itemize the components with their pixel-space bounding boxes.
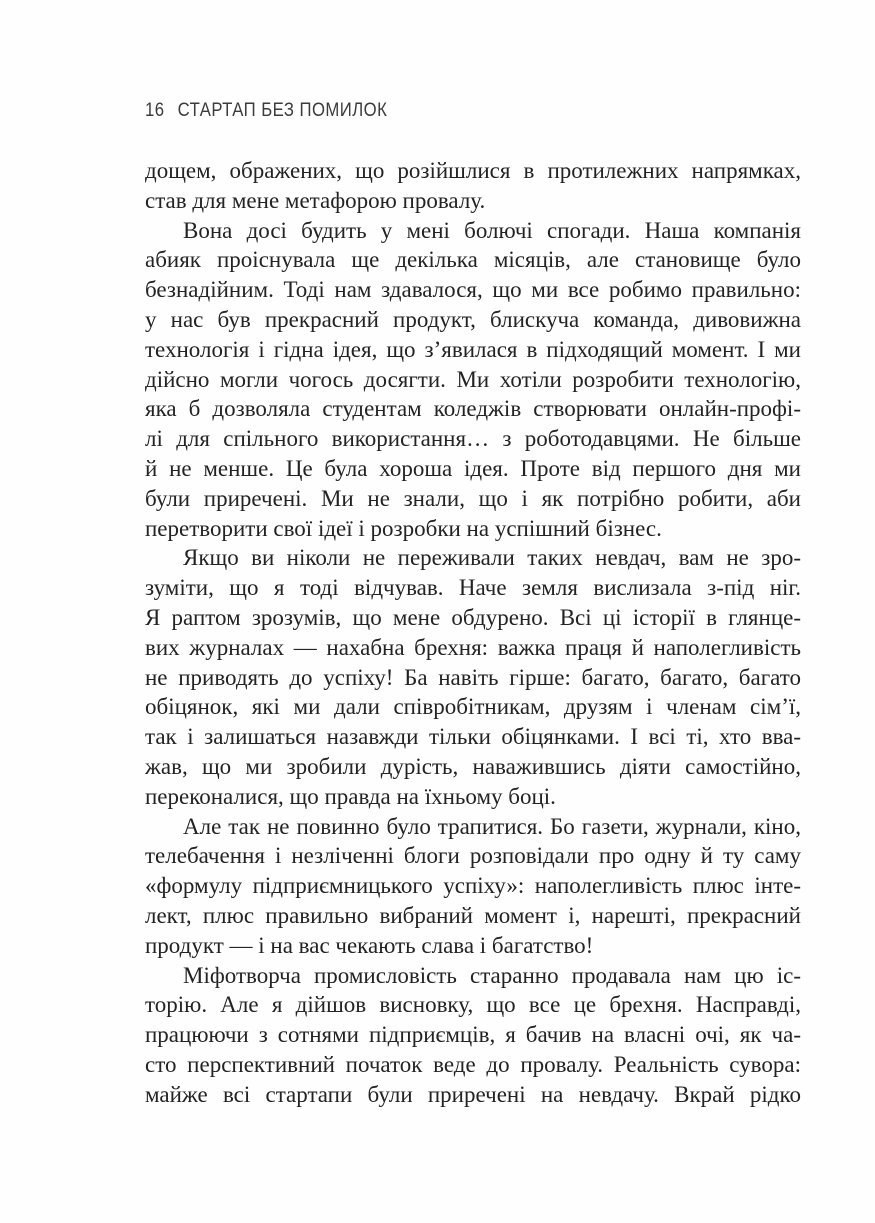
text-line: лект, плюс правильно вибраний момент і, нарешті, прекрасний <box>145 902 801 928</box>
text-line: переконалися, що правда на їхньому боці. <box>145 783 556 809</box>
text-line: були приречені. Ми не знали, що і як потрібно робити, аби <box>145 485 801 511</box>
text-line: став для мене метафорою провалу. <box>145 187 486 213</box>
text-line: «формулу підприємницького успіху»: наполегливість плюс інте- <box>145 873 801 899</box>
text-line: обіцянок, які ми дали співробітникам, друзям і членам сім’ї, <box>145 694 801 720</box>
body-text <box>145 156 801 1110</box>
text-line: Вона досі будить у мені болючі спогади. Наша компанія <box>183 217 801 243</box>
paragraph <box>145 156 801 216</box>
paragraph <box>145 216 801 544</box>
text-line: Міфотворча промисловість старанно продавала нам цю іс- <box>183 962 801 988</box>
text-line: яка б дозволяла студентам коледжів створювати онлайн-профі- <box>145 396 801 422</box>
text-line: зуміти, що я тоді відчував. Наче земля вислизала з-під ніг. <box>145 575 801 601</box>
page-number: 16 <box>145 100 165 121</box>
text-line: так і залишаться назавжди тільки обіцянками. І всі ті, хто вва- <box>145 724 801 750</box>
text-line: Але так не повинно було трапитися. Бо газети, журнали, кіно, <box>183 813 801 839</box>
text-line: працюючи з сотнями підприємців, я бачив на власні очі, як ча- <box>145 1022 801 1048</box>
text-line: перетворити свої ідеї і розробки на успішний бізнес. <box>145 515 662 541</box>
text-line: дійсно могли чогось досягти. Ми хотіли розробити технологію, <box>145 366 801 392</box>
text-line: абияк проіснувала ще декілька місяців, але становище було <box>145 247 801 273</box>
text-line: не приводять до успіху! Ба навіть гірше: багато, багато, багато <box>145 664 801 690</box>
running-header <box>145 100 387 122</box>
running-title: СТАРТАП БЕЗ ПОМИЛОК <box>177 100 388 121</box>
text-line: технологія і гідна ідея, що з’явилася в підходящий момент. І ми <box>145 336 801 362</box>
text-line: сто перспективний початок веде до провалу. Реальність сувора: <box>145 1051 801 1077</box>
text-line: Я раптом зрозумів, що мене обдурено. Всі ці історії в глянце- <box>145 604 801 630</box>
paragraph <box>145 543 801 811</box>
text-line: вих журналах — нахабна брехня: важка праця й наполегливість <box>145 634 801 660</box>
text-line: дощем, ображених, що розійшлися в протилежних напрямках, <box>145 158 801 183</box>
text-line: жав, що ми зробили дурість, наважившись діяти самостійно, <box>145 753 801 779</box>
text-line: телебачення і незліченні блоги розповідали про одну й ту саму <box>145 843 801 869</box>
text-line: лі для спільного використання… з роботодавцями. Не більше <box>145 426 801 452</box>
text-line: майже всі стартапи були приречені на невдачу. Вкрай рідко <box>145 1081 801 1107</box>
text-line: у нас був прекрасний продукт, блискуча команда, дивовижна <box>145 306 801 332</box>
text-line: й не менше. Це була хороша ідея. Проте від першого дня ми <box>145 455 801 481</box>
text-line: торію. Але я дійшов висновку, що все це брехня. Насправді, <box>145 992 801 1018</box>
paragraph <box>145 961 801 1110</box>
text-line: безнадійним. Тоді нам здавалося, що ми все робимо правильно: <box>145 277 801 303</box>
paragraph <box>145 812 801 961</box>
text-line: Якщо ви ніколи не переживали таких невдач, вам не зро- <box>183 545 801 571</box>
text-line: продукт — і на вас чекають слава і багатство! <box>145 932 594 958</box>
